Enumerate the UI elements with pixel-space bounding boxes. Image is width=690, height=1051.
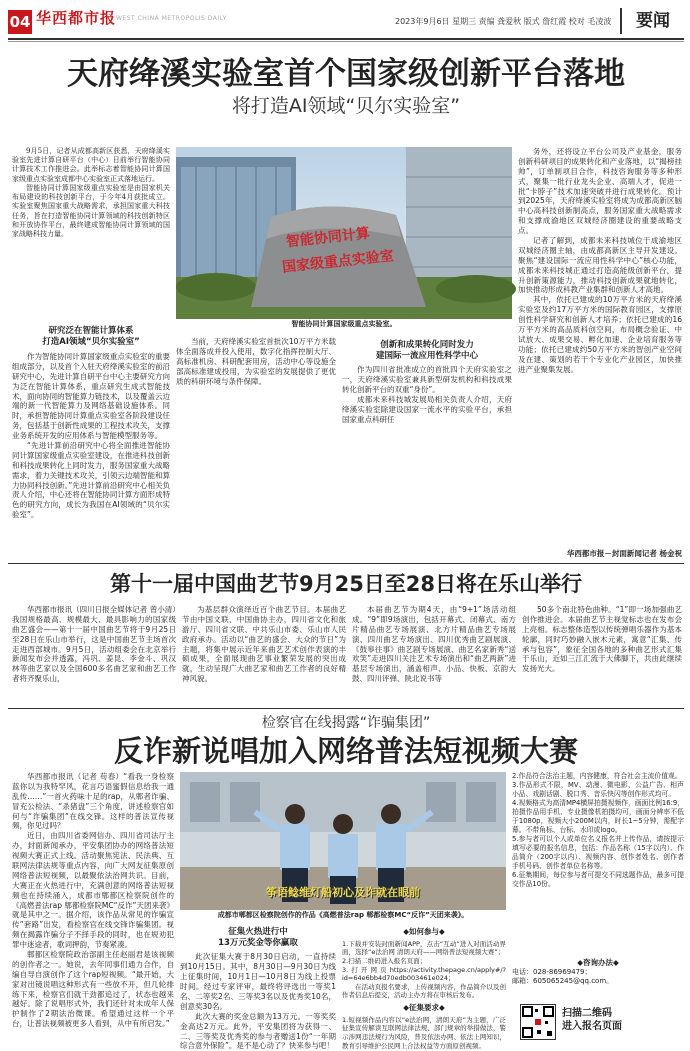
article3-col2	[180, 924, 336, 1051]
how-to-title: ◆如何参与◆	[403, 927, 445, 936]
article3-col2-p1: 此次征集大赛于8月30日启动，一直持续到10月15日。其中，8月30日—9月30日为线上征集时间，10月1日—10月8日为线上投票时间。经过专家评审，最终将评选出一等奖1名、二等奖2名、三等奖3名以及优秀奖10名，创意奖30名。	[180, 952, 336, 1011]
how-item: 3.打开网页https://activity.thepage.cn/apply#/?id=64e6bb4d70edb003461e024；	[342, 965, 506, 983]
article1-headline: 天府绛溪实验室首个国家级创新平台落地	[67, 56, 625, 92]
how-note: 在活动页报名要求，上传视频内容，作品简介以及创作者信息后提交，活动主办方将在审核后发布。	[342, 982, 506, 1000]
photo-banner-text: 筝语鲶维灯船初心及诈就在眼前	[266, 886, 420, 899]
article3-col1-p3: 郫都区检察院政治部副主任赵丽君是该视频的创作者之一。她说，去年同事们通力合作，自编自导自演创作了这个rap短视频。“最开始，大家对出镜说唱这种形式有一些放不开，但几轮排练下来，检察官们就干劲都追过了，状态也越来越好。除了说唱形式外，我们还针对未成年人保护制作了2期法治微课。希望通过这样一个平台，让普法视频被更多人看到，从中有所启发。”	[12, 950, 174, 1029]
article1-col4-p2: 记者了解到，成都未来科技城位于成渝地区双城经济圈主轴，由成都高新区主导开发建设。聚焦“建设国际一流应用性科学中心”核心功能，成都未来科技城正通过打造高能级创新平台，提升创新策源能力，推动科技创新成果就地转化，加快推动形成科教产业集群和创新人才高地。	[518, 236, 682, 295]
article2-col3-text: 本届曲艺节为期4天，由“9+1”场活动组成。“9”即9场演出，包括开幕式、闭幕式、南方片精品曲艺专场展演、北方片精品曲艺专场展演、四川曲艺专场演出、四川优秀曲艺剧展演、《鼓皋往事》曲艺剧专场展演、曲艺名家新秀“送欢笑”走进四川关注艺术专场演出和“曲艺两新”进基层专场演出，涵盖相声、小品、快板、京韵大鼓、四川评弹、陕北说书等	[352, 605, 516, 684]
article3-col1-p1: 华西都市报讯（记者 苟春）“看我一身检察蓝你以为我特罕风，花言巧语蜜假信息给我一通乱传……”一首火药味十足的rap，从郫者诈骗、冒充公检法、“杀猪盘”三个角度，讲述检察官如何与“诈骗集团”在线交锋。这样的普法宣传视频，你见过吗？	[12, 772, 174, 831]
article3-headline: 反诈新说唱加入网络普法短视频大赛	[113, 734, 578, 768]
article1-col4	[518, 147, 682, 549]
contact-box	[512, 958, 684, 986]
requirements-title: ◆征集要求◆	[403, 1002, 445, 1012]
article2-col4-text: 50多个南北特色曲种。“1”即一场加强曲艺创作推进会。本届曲艺节主视觉标志也在发布会上亮相。标志整体造型以传统弹唱乐器作为基本轮廓，同时巧妙融入嵌木元素，寓意“汇集、传承与包容”，象征全国各地的多种曲艺形式汇集于乐山，近如三江汇流于大佛脚下，共由此继续发扬光大。	[522, 605, 682, 674]
article1-col4-p3: 其中，依托已建成的10万平方米的天府绛溪实验室及约17万平方米的国际教育园区，支撑原创性科学研究和创新人才培养；依托已建成的16万平方米的高品质科创空间，布局概念验证、中试放大、成果交易、孵化加速、企业培育服务等功能；依托已建成约50万平方米的智创产业空间及在建、策划的若干个专业化产业园区，加快推进产业聚集发展。	[518, 295, 682, 374]
article2-col3	[352, 605, 516, 705]
article3-col2-p2: 此次大赛的奖金总额为13万元。一等奖奖金高达2万元。此外，平安集团将为获得一、二、三等奖及优秀奖的参与者赠送1份“一年期综合意外保险”。是不是心动了？快来参与吧！	[180, 1011, 336, 1051]
article2-col1	[12, 605, 176, 705]
header-rule	[8, 38, 684, 40]
divider-1	[8, 563, 684, 564]
article1-photo	[176, 147, 512, 319]
article1-subhead-2: 创新和成果转化同时发力 建国际一流应用性科学中心	[375, 340, 478, 362]
article3-photo	[180, 772, 506, 910]
requirements-text: 1.短视频作品内容以“e法治网，清朗天府”为主题，广泛征集宣传解读互联网法律法规、部门规章的举措做法，警示涉网违法规行为风险，普及依法办网、依法上网知识，教育引导维护公民网上合法权益等方面原创视频。	[342, 1015, 506, 1050]
date-line: 2023年9月6日 星期三 责编 龚爱秋 版式 詹红霞 校对 毛凌波	[395, 17, 612, 26]
article2-col2-text: 为基层群众演绎近百个曲艺节目。本届曲艺节由中国文联、中国曲协主办，四川省文化和旅游厅、四川省文联、中共乐山市委、乐山市人民政府承办。活动以“曲艺的盛会、大众的节日”为主题，将集中展示近年来曲艺艺术创作表演的丰硕成果，全面展现曲艺事业繁荣发展的突出成就，生动呈现广大曲艺家和曲艺工作者的良好精神风貌。	[182, 605, 346, 684]
article3-col1	[12, 772, 174, 1042]
qr-code-icon	[521, 1005, 555, 1039]
article2-headline: 第十一届中国曲艺节9月25日至28日将在乐山举行	[109, 572, 583, 596]
article1-col2	[176, 337, 336, 560]
newspaper-logo: 华西都市报	[36, 9, 117, 27]
newspaper-logo-en: WEST CHINA METROPOLIS DAILY	[116, 15, 227, 22]
article3-photo-caption: 成都市郫都区检察院创作的作品《高燃普法rap 郫都检察MC“反诈”天团来袭》。	[217, 911, 469, 919]
article1-col1	[12, 352, 170, 560]
article1-byline: 华西都市报－封面新闻记者 杨金祝	[566, 549, 682, 558]
section-label: 要闻	[620, 8, 684, 34]
header-rule-thin	[8, 41, 684, 42]
article1-col4-p1: 务外，还将设立平台公司及产业基金，服务创新科研项目的成果转化和产业落地，以“揭榜挂帅”，订单制项目合作，科技咨询服务等多种形式，聚集一批行业龙头企业、高端人才，促进一批“卡脖子”技术加速突破并进行成果转化。预计到2025年，天府绛溪实验室将成为成都高新区脑中心高科技创新制高点，服务国家重大战略需求和支撑成渝地区双城经济圈建设的重要战略支点。	[518, 147, 682, 236]
contact-title: ◆咨询办法◆	[577, 958, 619, 967]
article1-col1-p2: “先进计算前沿研究中心将全面推进智能协同计算国家级重点实验室建设，在推进科技创新和科技成果转化上同时发力，服务国家重大战略需求，着力关键技术攻关，引领云边端智能和算力协同科技创新。”先进计算前沿研究中心相关负责人介绍，中心还将在智能协同计算方面形成特色的研究方向，成长为我国在AI领域的“贝尔实验室”。	[12, 441, 170, 520]
contact-phone: 电话：028-86969479；	[512, 967, 592, 976]
article1-subhead-1: 研究泛在智能计算体系 打造AI领域“贝尔实验室”	[42, 326, 140, 348]
article1-photo-caption: 智能协同计算国家级重点实验室。	[291, 320, 397, 328]
qr-code[interactable]	[520, 1004, 556, 1040]
article3-kicker: 检察官在线揭露“诈骗集团”	[261, 715, 431, 731]
article2-col4	[522, 605, 682, 705]
article3-col1-p2: 近日，由四川省委网信办、四川省司法厅主办，封面新闻承办，平安集团协办的网络普法短视频大赛正式上线。活动聚焦宪法、民法典、互联网法律法规等重点内容，向广大网友征集原创网络普法短视频，以最聚依法治网共识。目前，大赛正在火热进行中，充满创意的网络普法短视频也在持续涌入，成都市郫都区检察院创作的《高燃普法rap 郫都检察院MC“反诈”天团来袭》就是其中之一。据介绍，该作品从常见的诈骗宣传“套路”出发，看检察官在线交锋诈骗集团。视频在揭露诈骗分子不择手段的同时，也在规劝犯罪中迷途者，歌词押韵，节奏紧凑。	[12, 831, 174, 950]
contact-email: 邮箱：605065245@qq.com。	[512, 977, 614, 986]
article1-intro	[12, 147, 170, 317]
article1-subheadline: 将打造AI领域“贝尔实验室”	[231, 95, 461, 117]
article1-col2-p2: 当前，天府绛溪实验室首批次10万平方米载体全面落成并投入使用，数字化指挥控制大厅、高标准机房、科研配套用房，活动中心等设施全部高标准建成投用，为实验室的发展提供了更优质的科研环境与条件保障。	[176, 337, 336, 386]
page-number: 04	[8, 10, 32, 34]
article3-col3	[342, 924, 506, 1050]
article1-intro-p2: 智能协同计算国家级重点实验室是由国家机关布局建设的科技创新平台，于今年4月获批成立。实验室聚焦国家重大战略需求，承担国家重大科技任务，旨在打造智能协同计算领域的科技创新特区和开放协作平台，最终建成智能协同计算领域的国家战略科技力量。	[12, 183, 170, 239]
article3-subhead: 征集火热进行中 13万元奖金等你赢取	[218, 927, 298, 949]
stone-text-1: 智能协同计算	[285, 225, 371, 251]
how-item: 1.下载并安装封面新闻APP，点击“互动”进入对面活动界面，选择“e法治网 清朗天府——网络普法短视频大赛”；	[342, 939, 506, 957]
article1-col3-p2: 成都未来科技城发展局相关负责人介绍，天府绛溪实验室除建设国家一流水平的实验平台，承担国家重点科研任	[342, 395, 512, 424]
article2-col1-text: 华西都市报讯（四川日报全媒体记者 曾小清）我国规格最高、规模最大、最具影响力的国家级曲艺盛会——第十一届中国曲艺节将于9月25日至28日在乐山市举行，这是中国曲艺节主场首次走进西部城市。9月5日，活动组委会在北京举行新闻发布会并透露，冯巩、姜昆、李金斗、巩汉林等曲艺家以及全国600多名曲艺家和曲艺工作者将齐聚乐山，	[12, 605, 176, 684]
article1-col1-p1: 作为智能协同计算国家级重点实验室的重要组成部分，以及首个入驻天府绛溪实验室的前沿研究中心，先进计算自研平台中心主要研究方向为泛在智能计算体系，重点研究生成式智能技术，面向协同的智能算力链技术，以及覆盖云边端的新一代智能算力及网络基础设施体系。同时，承担智能协同计算重点实验室各阶段建设任务，包括基于创新性成果的工程技术攻关，支撑业务系统开发的应用体系与智能模型服务等。	[12, 352, 170, 441]
stone-text-2: 国家级重点实验室	[281, 248, 395, 276]
article1-col3-p1: 作为四川省批准成立的首批四个天府实验室之一，天府绛溪实验室兼具新型研发机构和科技成果转化创新平台的双重“身份”。	[342, 365, 512, 395]
article1-intro-p1: 9月5日，记者从成都高新区获悉，天府绛溪实验室先进计算自研平台（中心）日前举行智能协同计算技术工作推进会。此举标志着智能协同计算国家级重点实验室成都中心实验室正式落地运行。	[12, 147, 170, 183]
article2-col2	[182, 605, 346, 705]
page-header	[0, 0, 690, 40]
article1-col3	[342, 337, 512, 560]
qr-caption: 扫描二维码 进入报名页面	[562, 1008, 622, 1032]
how-item: 2.扫描二维码进入报名页面；	[342, 957, 427, 966]
article3-col4: 2.作品符合法治主题，内容健康，符合社会主流价值观。 3.作品形式不限，MV、动漫、微电影、公益广告、相声小品、戏剧话剧、脱口秀、音乐快闪等创作形式均可。 4.视频格式为高清MP4横屏拍摄视频作，画面比例16:9，拍摄作品用手机、专业摄像机拍摄均可，画面分辨率不低于1080p，视频大小200M以内，时长1~5分钟，需配字幕。不带角标、台标、水印或logo。 5.参与者可以个人或单位名义报名并上传作品，请按提示填写必要的报名信息，包括：作品名称（15字以内）、作品简介（200字以内）、视频内容、创作者姓名、创作者手机号码、创作者单位名称等。 6.征集期间，每位参与者可提交不同选题作品，最多可提交作品10份。	[512, 772, 684, 888]
divider-2	[8, 708, 684, 709]
